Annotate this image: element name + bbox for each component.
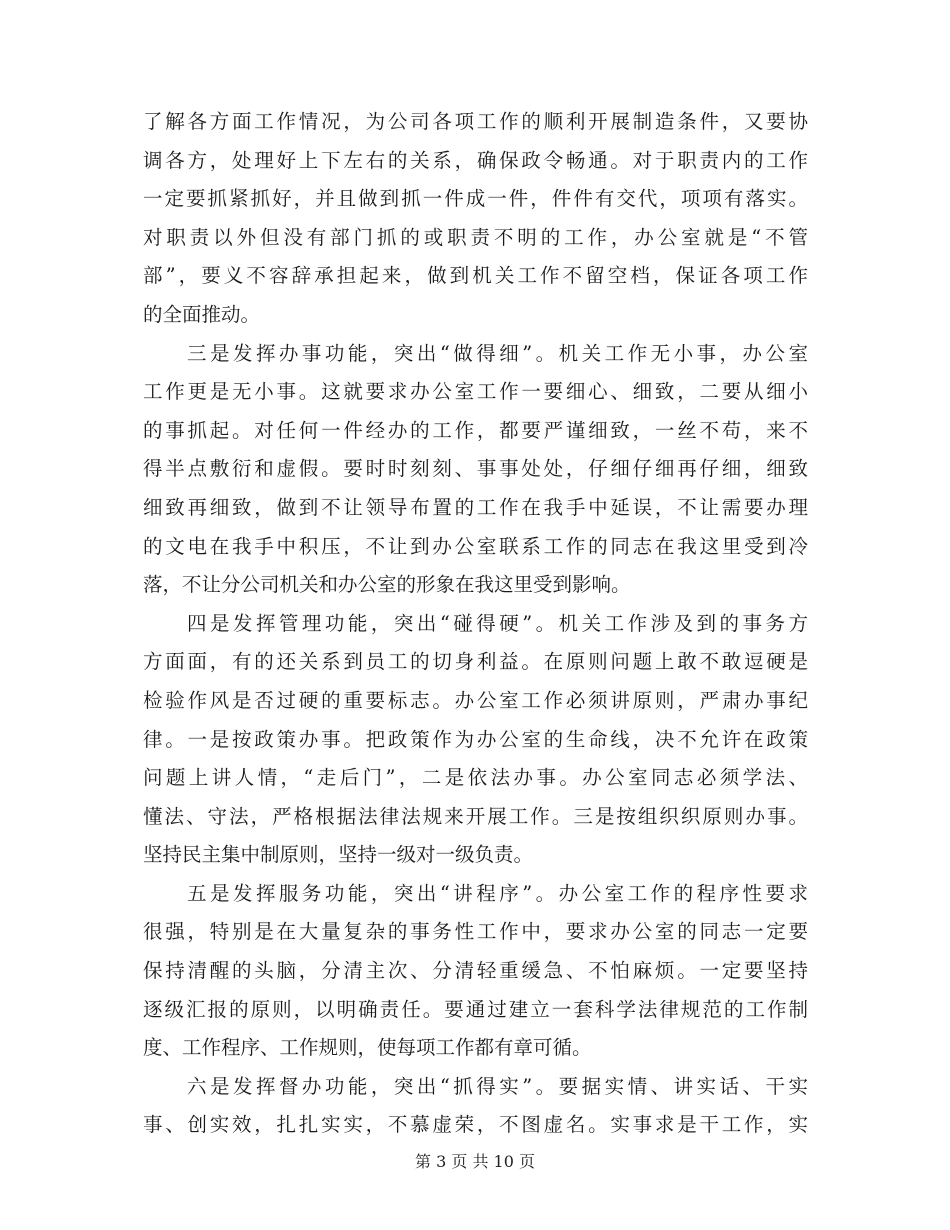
text-line: 事、创实效，扎扎实实，不慕虚荣，不图虚名。实事求是干工作，实 bbox=[143, 1113, 808, 1137]
text-line: 对职责以外但没有部门抓的或职责不明的工作，办公室就是“不管 bbox=[143, 225, 808, 249]
text-line: 的事抓起。对任何一件经办的工作，都要严谨细致，一丝不苟，来不 bbox=[143, 418, 808, 442]
page-footer: 第 3 页 共 10 页 bbox=[415, 1152, 535, 1171]
text-line: 律。一是按政策办事。把政策作为办公室的生命线，决不允许在政策 bbox=[143, 727, 808, 751]
text-line: 调各方，处理好上下左右的关系，确保政令畅通。对于职责内的工作 bbox=[143, 148, 808, 172]
text-line: 了解各方面工作情况，为公司各项工作的顺利开展制造条件，又要协 bbox=[143, 110, 808, 133]
text-line: 懂法、守法，严格根据法律法规来开展工作。三是按组织织原则办事。 bbox=[143, 804, 808, 828]
text-line: 的文电在我手中积压，不让到办公室联系工作的同志在我这里受到冷 bbox=[143, 534, 808, 558]
text-line: 逐级汇报的原则，以明确责任。要通过建立一套科学法律规范的工作制 bbox=[143, 997, 808, 1021]
text-line: 检验作风是否过硬的重要标志。办公室工作必须讲原则，严肃办事纪 bbox=[143, 688, 808, 712]
text-line: 四是发挥管理功能，突出“碰得硬”。机关工作涉及到的事务方 bbox=[187, 611, 808, 635]
text-line: 三是发挥办事功能，突出“做得细”。机关工作无小事，办公室 bbox=[187, 341, 808, 365]
text-line: 保持清醒的头脑，分清主次、分清轻重缓急、不怕麻烦。一定要坚持 bbox=[143, 959, 808, 983]
text-line: 细致再细致，做到不让领导布置的工作在我手中延误，不让需要办理 bbox=[143, 495, 808, 519]
text-line: 很强，特别是在大量复杂的事务性工作中，要求办公室的同志一定要 bbox=[143, 920, 808, 944]
document-body bbox=[143, 103, 808, 1145]
text-line: 五是发挥服务功能，突出“讲程序”。办公室工作的程序性要求 bbox=[187, 881, 808, 905]
text-line: 的全面推动。 bbox=[143, 302, 261, 326]
text-line: 方面面，有的还关系到员工的切身利益。在原则问题上敢不敢逗硬是 bbox=[143, 650, 808, 674]
text-line: 得半点敷衍和虚假。要时时刻刻、事事处处，仔细仔细再仔细，细致 bbox=[143, 457, 808, 481]
text-line: 度、工作程序、工作规则，使每项工作都有章可循。 bbox=[143, 1036, 592, 1060]
text-line: 落，不让分公司机关和办公室的形象在我这里受到影响。 bbox=[143, 573, 631, 597]
text-line: 部”，要义不容辞承担起来，做到机关工作不留空档，保证各项工作 bbox=[143, 264, 808, 288]
text-line: 一定要抓紧抓好，并且做到抓一件成一件，件件有交代，项项有落实。 bbox=[143, 187, 808, 211]
text-line: 坚持民主集中制原则，坚持一级对一级负责。 bbox=[143, 843, 534, 867]
text-line: 六是发挥督办功能，突出“抓得实”。要据实情、讲实话、干实 bbox=[187, 1074, 808, 1098]
text-line: 问题上讲人情，“走后门”，二是依法办事。办公室同志必须学法、 bbox=[143, 766, 808, 790]
text-line: 工作更是无小事。这就要求办公室工作一要细心、细致，二要从细小 bbox=[143, 380, 808, 404]
